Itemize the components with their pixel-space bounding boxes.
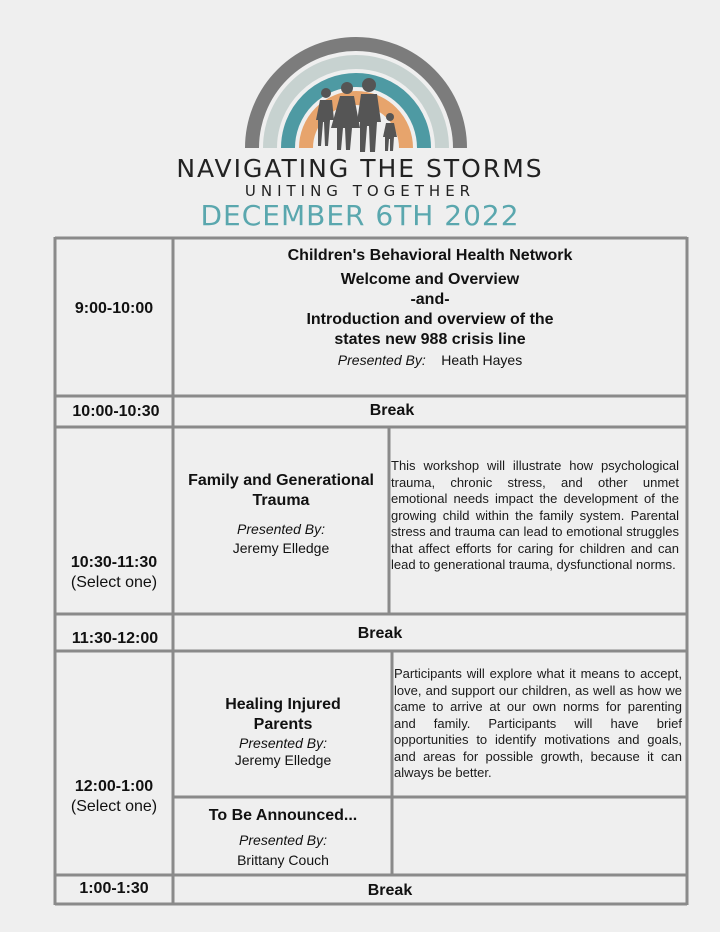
session-title-line4: states new 988 crisis line	[334, 331, 526, 348]
presenter-line	[175, 350, 685, 370]
time-slot-2	[57, 553, 171, 593]
presenter-name: Jeremy Elledge	[232, 540, 330, 556]
time-slot-3	[57, 777, 171, 817]
time-slot-break-2: 11:30-12:00	[71, 630, 159, 647]
time-slot-break-3: 1:00-1:30	[79, 880, 149, 897]
session-title-line3: Introduction and overview of the	[306, 311, 554, 328]
workshop-title-line1: Family and Generational	[188, 472, 374, 489]
org-name: Children's Behavioral Health Network	[287, 247, 573, 264]
break-label-3: Break	[367, 882, 413, 899]
workshop-description: Participants will explore what it means to accept, love, and support our children, as well as how we came to arrive at our own norms for parenting and family. Participants will have brief opportunities to identify motivations and goals, and areas for possible growth, because it can always be better.	[394, 666, 682, 780]
workshop-family-trauma	[176, 471, 386, 558]
welcome-session	[175, 246, 685, 370]
session-title-line2: -and-	[410, 291, 450, 308]
presenter-name: Heath Hayes	[441, 352, 523, 368]
time-range: 10:30-11:30	[70, 554, 158, 571]
workshop-tba	[176, 806, 390, 870]
session-title-line1: Welcome and Overview	[340, 271, 520, 288]
workshop-healing-parents	[176, 695, 390, 769]
workshop-title: To Be Announced...	[208, 807, 358, 824]
presented-by-label: Presented By:	[337, 352, 426, 368]
workshop-description: This workshop will illustrate how psychological trauma, chronic stress, and other unmet emotional needs impact the development of the growing child within the family system. Parental stress and trauma can lead to emotional struggles that affect efforts for caring for children and can lead to generational trauma, dysfunctional norms.	[391, 458, 679, 572]
select-one-note: (Select one)	[70, 574, 158, 591]
presenter-name: Jeremy Elledge	[234, 752, 332, 768]
event-date: DECEMBER 6TH 2022	[200, 199, 520, 232]
time-range: 12:00-1:00	[74, 778, 154, 795]
event-subtitle: UNITING TOGETHER	[244, 182, 476, 200]
presented-by-label: Presented By:	[239, 735, 327, 751]
event-title: NAVIGATING THE STORMS	[176, 154, 544, 183]
select-one-note: (Select one)	[70, 798, 158, 815]
presented-by-label: Presented By:	[239, 832, 327, 848]
time-slot-break-1: 10:00-10:30	[72, 403, 160, 420]
presented-by-label: Presented By:	[237, 521, 325, 537]
workshop-title-line2: Trauma	[252, 492, 310, 509]
workshop-title-line1: Healing Injured	[225, 696, 341, 713]
presenter-name: Brittany Couch	[237, 852, 329, 868]
break-label-2: Break	[357, 625, 403, 642]
time-slot-1: 9:00-10:00	[74, 300, 154, 317]
break-label-1: Break	[369, 402, 415, 419]
workshop-title-line2: Parents	[253, 716, 313, 733]
